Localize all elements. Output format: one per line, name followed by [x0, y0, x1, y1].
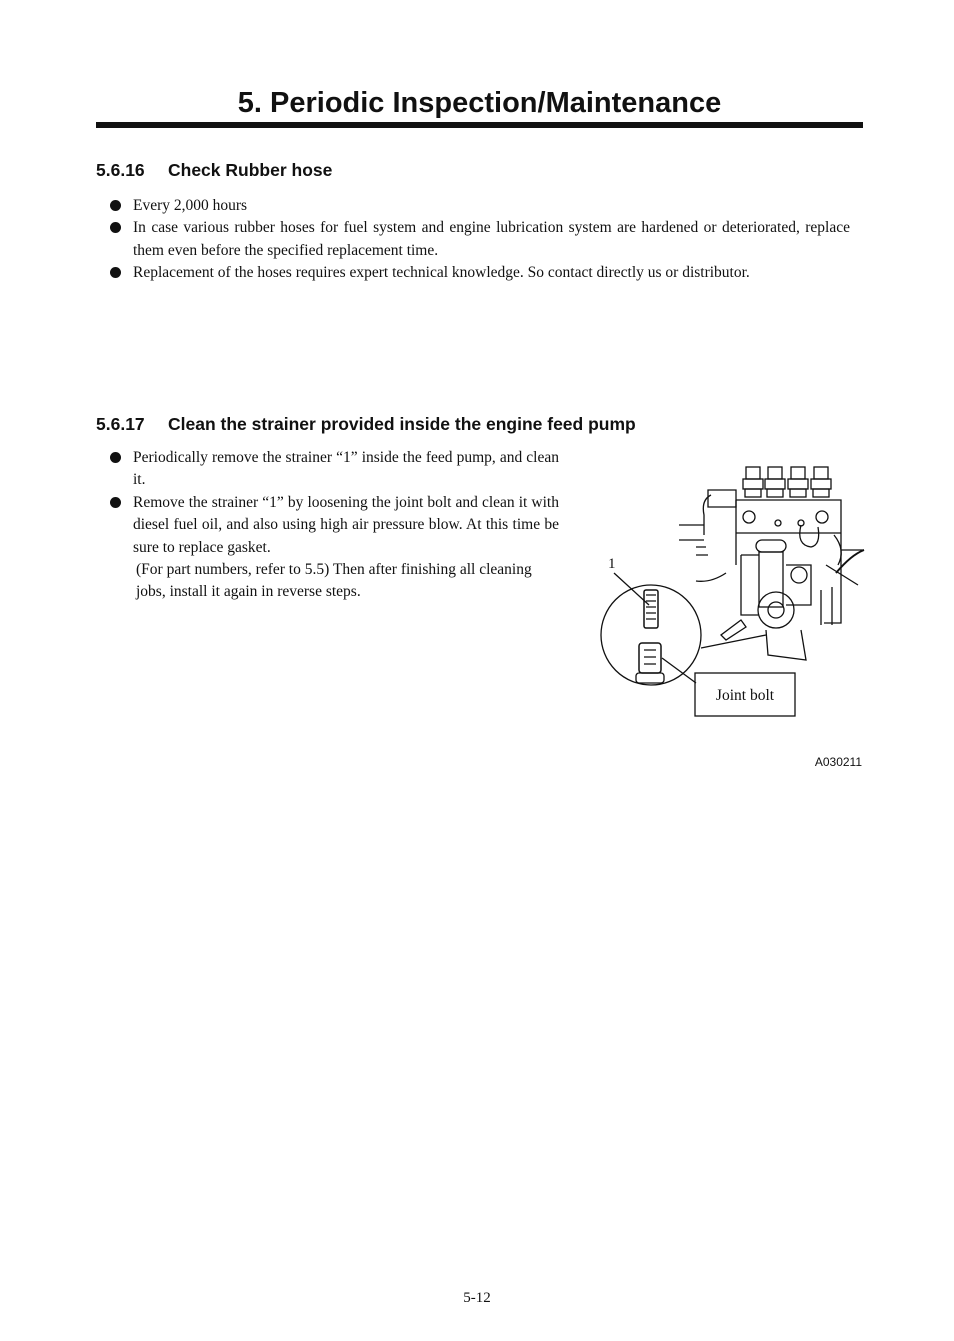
list-item — [110, 217, 850, 262]
list-item — [110, 195, 850, 217]
section-number: 5.6.16 — [96, 160, 145, 180]
list-item — [110, 447, 559, 492]
feed-pump-figure — [596, 455, 871, 725]
bullet-text: Remove the strainer “1” by loosening the joint bolt and clean it with diesel fuel oil, and also using high air pressure blow. At this time be sure to replace gasket. — [133, 493, 559, 556]
injector-nozzles — [743, 467, 831, 497]
detail-circle — [601, 585, 701, 685]
bullet-icon — [110, 222, 121, 233]
callout-leader-joint-bolt — [662, 658, 696, 683]
callout-leader-1 — [614, 573, 649, 605]
chapter-title: 5. Periodic Inspection/Maintenance — [237, 87, 722, 119]
bullet-text: Replacement of the hoses requires expert technical knowledge. So contact directly us or distributor. — [133, 264, 750, 282]
rubber-hose-bullet-list — [110, 195, 850, 285]
bullet-icon — [110, 200, 121, 211]
bullet-icon — [110, 452, 121, 463]
callout-label: Joint bolt — [715, 687, 775, 704]
bullet-text: In case various rubber hoses for fuel system and engine lubrication system are hardened or deteriorated, replace them even before the specified replacement time. — [133, 219, 850, 259]
strainer-bullet-list — [110, 447, 559, 604]
bullet-icon — [110, 267, 121, 278]
figure-code: A030211 — [814, 755, 862, 769]
page-number: 5-12 — [463, 1290, 491, 1306]
list-item — [110, 262, 850, 284]
section-heading-5-6-17 — [96, 413, 636, 435]
section-heading-5-6-16 — [96, 159, 332, 181]
section-title: Clean the strainer provided inside the engine feed pump — [168, 414, 636, 434]
section-number: 5.6.17 — [96, 414, 145, 434]
bullet-icon — [110, 497, 121, 508]
bullet-text: Periodically remove the strainer “1” inside the feed pump, and clean it. — [133, 449, 559, 489]
bullet-text: Every 2,000 hours — [133, 197, 248, 214]
part-number-note: (For part numbers, refer to 5.5) Then after finishing all cleaning jobs, install it again in reverse steps. — [136, 561, 532, 601]
section-title: Check Rubber hose — [168, 160, 333, 180]
list-item — [110, 492, 559, 604]
title-rule — [96, 122, 863, 128]
callout-number: 1 — [608, 556, 616, 572]
